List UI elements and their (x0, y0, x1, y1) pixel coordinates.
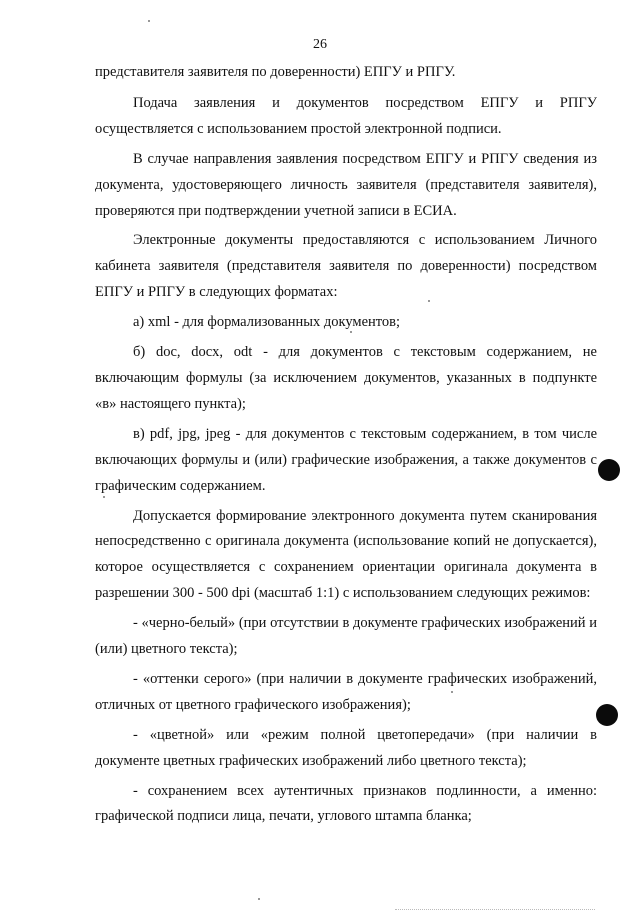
paragraph-scanning: Допускается формирование электронного документа путем сканирования непосредственно с оригинала документа (использование копий не допускается), которое осуществляется с сохранением ориентации оригинала документа в разрешении 300 - 500 dpi (масштаб 1:1) с использованием следующих режимов: (95, 507, 597, 602)
scan-speck (451, 691, 453, 693)
list-item-color: - «цветной» или «режим полной цветопередачи» (при наличии в документе цветных графических изображений либо цветного текста); (95, 726, 597, 769)
paragraph-continuation: представителя заявителя по доверенности) ЕПГУ и РПГУ. (95, 64, 456, 80)
list-item-xml: а) xml - для формализованных документов; (133, 314, 401, 331)
scan-speck (258, 898, 260, 900)
page-number: 26 (313, 37, 327, 52)
list-item-doc: б) doc, docx, odt - для документов с текстовым содержанием, не включающим формулы (за исключением документов, указанных в подпункте «в» настоящего пункта); (95, 344, 597, 412)
list-item-authenticity: - сохранением всех аутентичных признаков подлинности, а именно: графической подписи лица, печати, углового штампа бланка; (95, 782, 597, 825)
paragraph-electronic-formats: Электронные документы предоставляются с использованием Личного кабинета заявителя (представителя заявителя по доверенности) посредством ЕПГУ и РПГУ в следующих форматах: (95, 232, 597, 301)
body-text (95, 60, 597, 830)
scan-speck (148, 20, 150, 22)
list-item-pdf: в) pdf, jpg, jpeg - для документов с текстовым содержанием, в том числе включающих формулы и (или) графические изображения, а также документов с графическим содержанием. (95, 425, 597, 494)
scan-speck (350, 331, 352, 333)
punch-hole-marker (598, 459, 620, 481)
scan-speck (428, 300, 430, 302)
scan-speck (103, 496, 105, 498)
list-item-black-white: - «черно-белый» (при отсутствии в документе графических изображений и (или) цветного текста); (95, 615, 597, 658)
scan-edge-line (395, 909, 595, 911)
paragraph-epgu-signature: Подача заявления и документов посредством ЕПГУ и РПГУ осуществляется с использованием простой электронной подписи. (95, 94, 597, 137)
list-item-grayscale: - «оттенки серого» (при наличии в документе графических изображений, отличных от цветного графического изображения); (95, 670, 597, 713)
punch-hole-marker (596, 704, 618, 726)
paragraph-esia-verification: В случае направления заявления посредством ЕПГУ и РПГУ сведения из документа, удостоверяющего личность заявителя (представителя заявителя), проверяются при подтверждении учетной записи в ЕСИА. (95, 150, 597, 219)
